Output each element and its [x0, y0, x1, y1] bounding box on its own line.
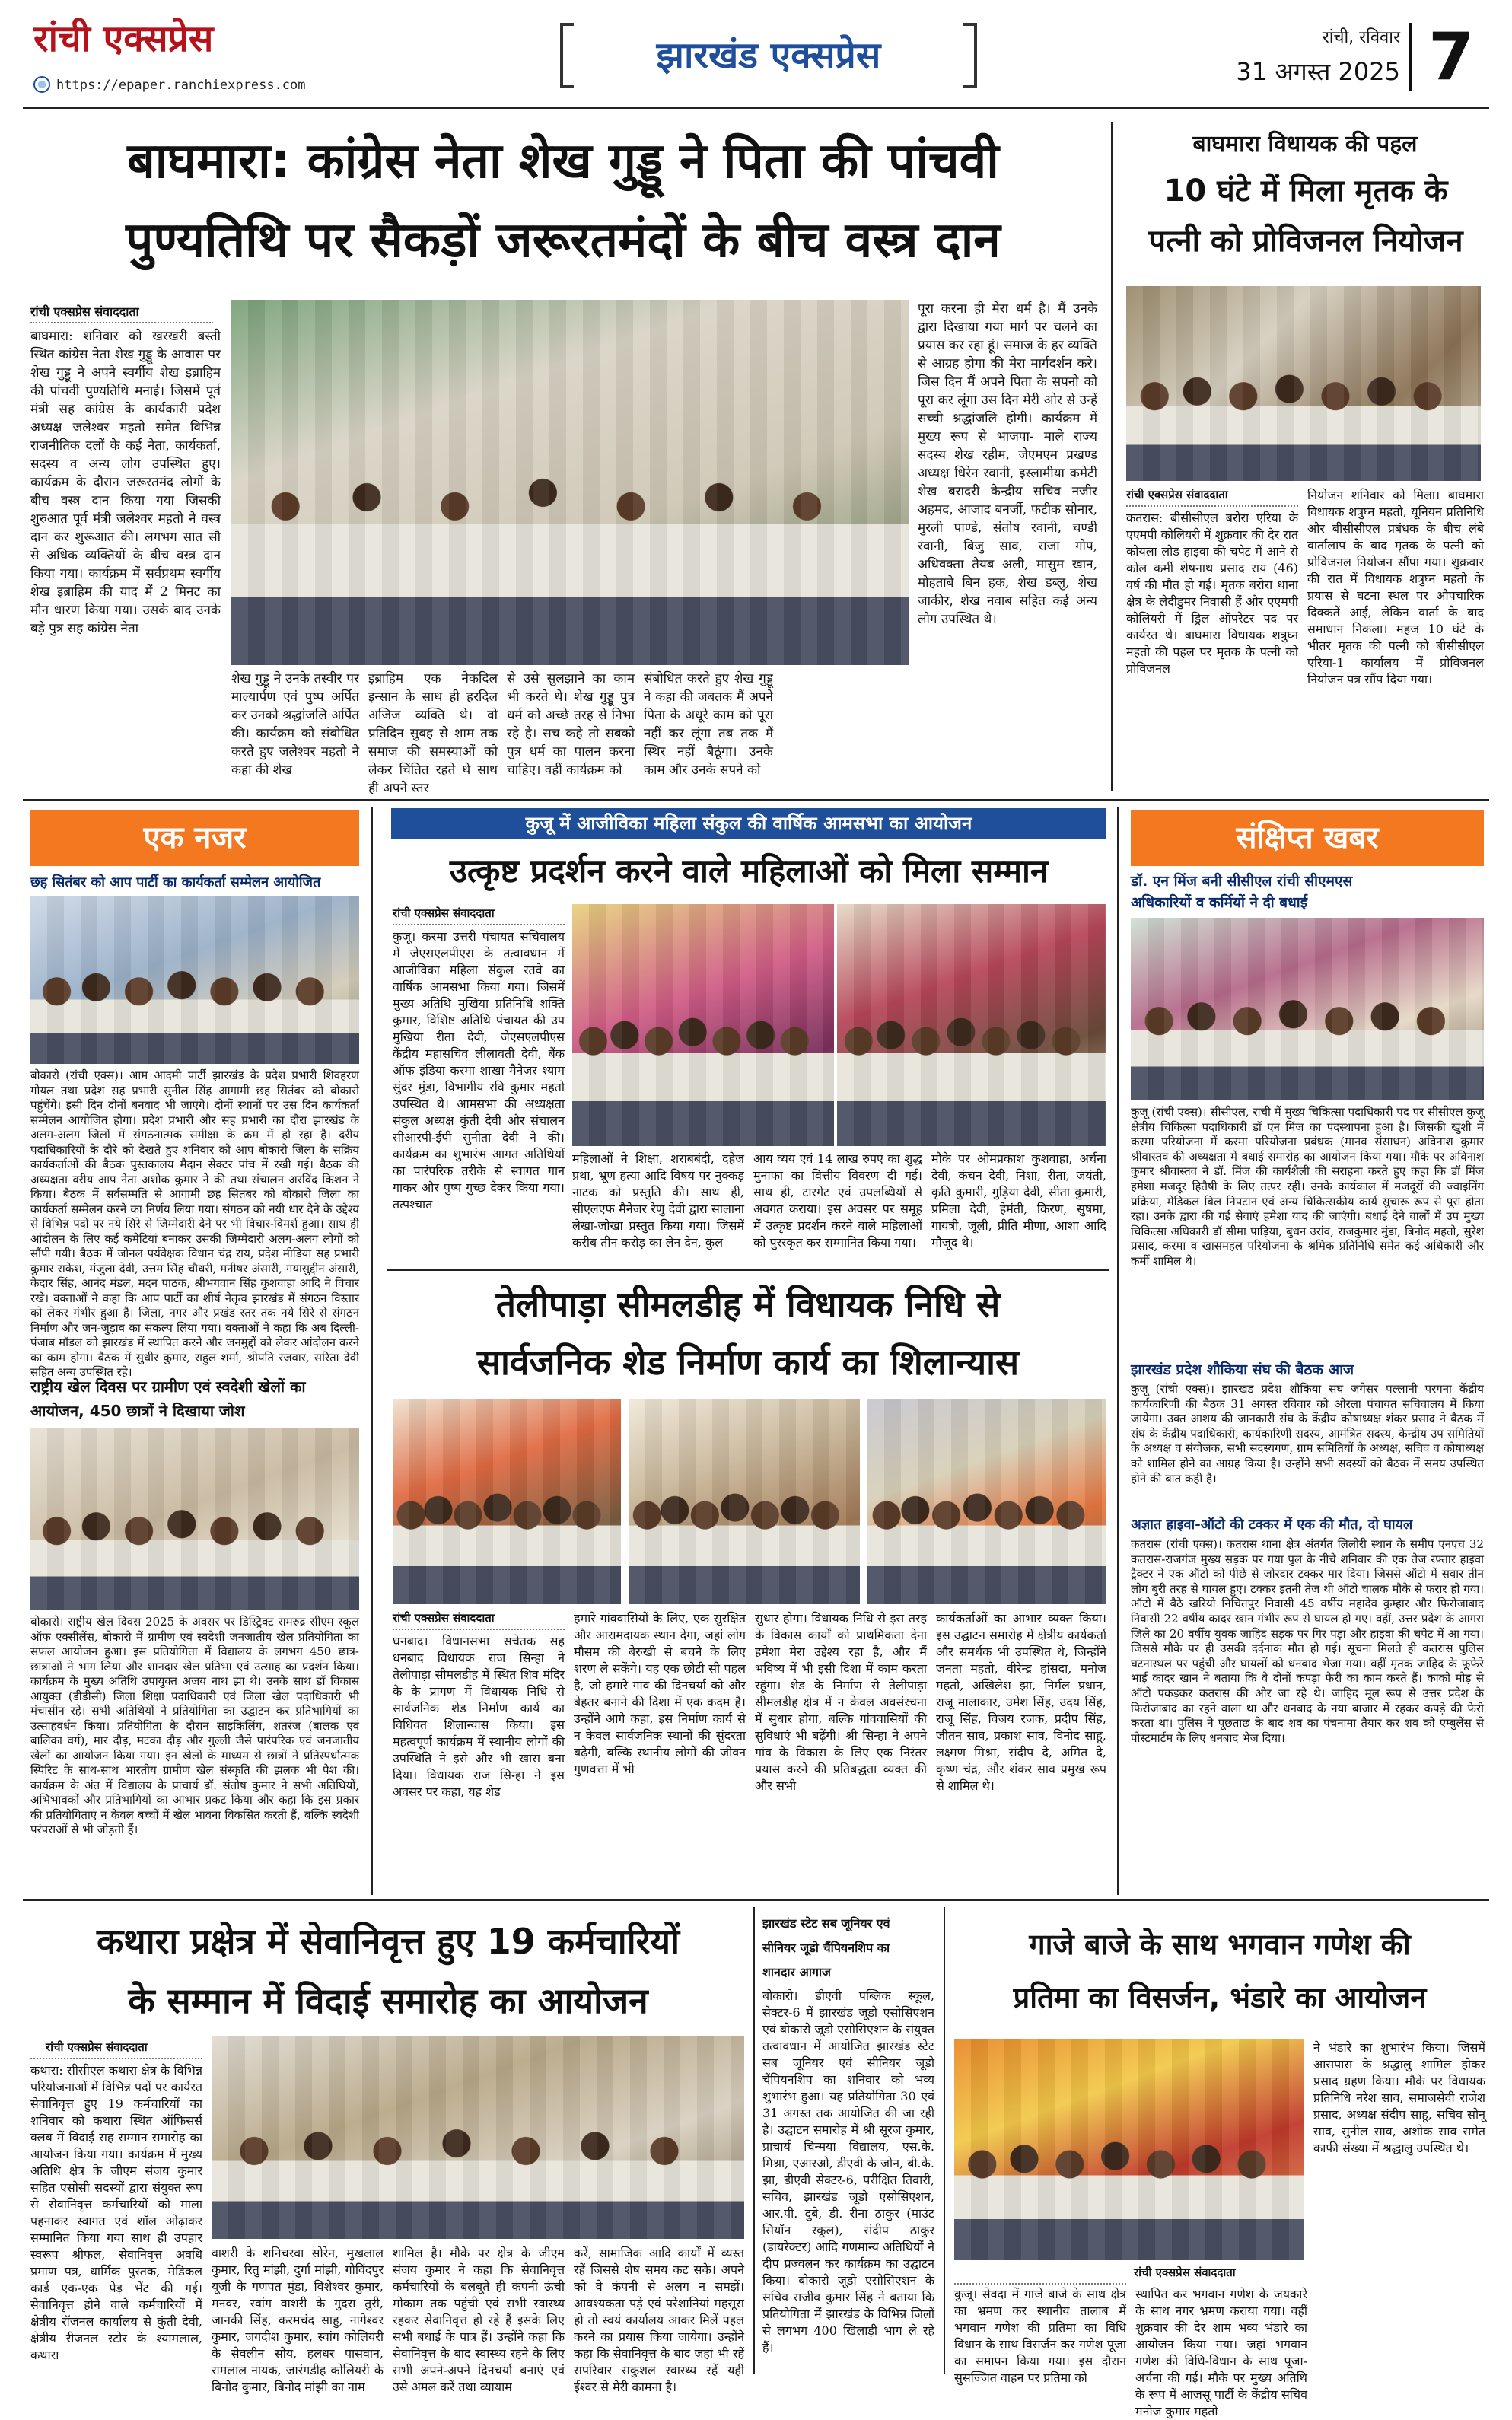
story6-headline-line1: झारखंड स्टेट सब जूनियर एवं: [762, 1916, 890, 1931]
story5-headline-line1: कथारा प्रक्षेत्र में सेवानिवृत्त हुए 19 कर्मचारियों: [96, 1921, 680, 1962]
story3-headline: उत्कृष्ट प्रदर्शन करने वाले महिलाओं को मिला सम्मान: [449, 852, 1049, 890]
sankshipt-h1-line2: अधिकारियों व कर्मियों ने दी बधाई: [1131, 894, 1308, 911]
sankshipt-p1: कुजू (रांची एक्स)। सीसीएल, रांची में मुख्य चिकित्सा पदाधिकारी पद पर सीसीएल कुजू क्षेत्रीय चिकित्सा पदाधिकारी डॉ एन मिंज का पदस्थापना हुआ है। जिसकी खुशी में करमा परियोजना में करमा परियोजना प्रबंधक (मानव संसाधन) अविनाश कुमार श्रीवास्तव की अध्यक्षता में बधाई समारोह का आयोजन किया गया। मौके पर अविनाश कुमार श्रीवास्तव ने डॉ. मिंज की कार्यशैली की सराहना करते हुए कहा कि डॉ मिंज हमेशा मजदूर हितैषी के लिए तत्पर रहीं। उनके कार्यकाल में मजदूरों की ज्वाइनिंग प्रक्रिया, मेडिकल बिल निपटान एवं अन्य चिकित्सकीय कार्य सुचारू रूप से पूरा होता रहा। उनके द्वारा की गई सेवाएं हमेशा याद की जाएंगी। बधाई देने वालों में उप मुख्य चिकित्सा अधिकारी डॉ सीमा पाड़िया, बुधन उरांव, राजकुमार मुंडा, बिनोद महतो, सुरेश प्रसाद, करमा व खासमहल परियोजना के श्रमिक प्रतिनिधि समेत कई अधिकारी और कर्मी शामिल थे।: [1131, 1105, 1484, 1268]
ek-nazar-h2-line1: राष्ट्रीय खेल दिवस पर ग्रामीण एवं स्वदेशी खेलों का: [30, 1377, 306, 1396]
ek-nazar-photo2: [30, 1428, 359, 1610]
story2-col1: कतरास: बीसीसीएल बरोरा एरिया के एएमपी कोलियरी में शुक्रवार की देर रात कोयला लोड हाइवा की चपेट में आने से कोल कर्मी शेषनाथ प्रसाद राय (46) वर्ष की मौत हो गई। मृतक बरोरा थाना क्षेत्र के लेदीडुमर निवासी हैं और एएमपी कोलियरी में ड्रिल ऑपरेटर पद पर कार्यरत थे। बाघमारा विधायक शत्रुघ्न महतो की पहल पर मृतक के पत्नी को प्रोविजनल: [1126, 511, 1299, 676]
story5-col2: वाशरी के शनिचरवा सोरेन, मुखलाल कुमार, रितु मांझी, दुर्गा मांझी, गोविंदपुर यूजी के गणपत मुंडा, विशेश्वर कुमार, मनवर, स्वांग वाशरी के गुदरा तुरी, जानकी सिंह, करमचंद साहु, नागेश्वर कुमार, जगदीश कुमार, स्वांग कोलियरी के सेवलीन सोय, हलधर पासवान, रामलाल नायक, जारंगडीह कोलियरी के बिनोद कुमार, बिनोद मांझी का नाम: [212, 2246, 384, 2394]
story6-headline: [762, 1912, 934, 1985]
story5-headline: [30, 1912, 746, 2033]
story6-headline-line2: सीनियर जूडो चैंपियनशिप का: [762, 1941, 890, 1955]
story1-headline: [30, 122, 1096, 289]
sankshipt-p3: कतरास (रांची एक्स)। कतरास थाना क्षेत्र अंतर्गत लिलोरी स्थान के समीप एनएच 32 कतरास-राजगंज मुख्य सड़क पर गया पुल के नीचे शनिवार की एक तेज रफ्तार हाइवा ट्रैक्टर ने एक ऑटो को पीछे से जोरदार टक्कर मार दिया। जिससे ऑटो में सवार तीन लोग बुरी तरह से घायल हुए। टक्कर इतनी तेज थी ऑटो चालक मौके से फरार हो गया। ऑटो में बैठे खरियो निचितपुर निवासी 45 वर्षीय महादेव कुम्हार और फिरोजाबाद निवासी 22 वर्षीय कादर खान गंभीर रूप से घायल हो गए। वहीं, उत्तर प्रदेश के आगरा जिले का 20 वर्षीय युवक जाहिद सड़क पर गिर पड़ा और हाइवा की चपेट में आ गया। जिससे मौके पर ही उसकी दर्दनाक मौत हो गई। सूचना मिलते ही कतरास पुलिस घटनास्थल पर पहुंची और घायलों को धनबाद भेजा गया। वहीं मृतक जाहिद के फूफेरे भाई कादर खान ने बताया कि वे दोनों कपड़ा फेरी का काम करते हैं। काको मोड़ से ऑटो पकड़कर कतरास की ओर जा रहे थे। जाहिद मूल रूप से उत्तर प्रदेश के फिरोजाबाद का रहने वाला था और धनबाद के नया बाजार में रहकर कपड़े की फेरी करता था। पुलिस ने पूछताछ के बाद शव का पंचनामा तैयार कर शव को एम्बुलेंस से पोस्टमार्टम के लिए धनबाद भेज दिया।: [1131, 1537, 1484, 1745]
story3-col1: कुजू। करमा उत्तरी पंचायत सचिवालय में जेएसएलपीएस के तत्वावधान में आजीविका महिला संकुल रतवे का वार्षिक आमसभा किया गया। जिसमें मुख्य अतिथि मुखिया प्रतिनिधि शक्ति कुमार, विशिष्ट अतिथि पंचायत की उप मुखिया रीता देवी, जेएसएलपीएस केंद्रीय महासचिव लीलावती देवी, बैंक ऑफ इंडिया करमा शाखा मैनेजर श्याम सुंदर मुंडा, विभागीय रवि कुमार महतो उपस्थित थे। आमसभा की अध्यक्षता संकुल अध्यक्ष कुंती देवी और संचालन सीआरपी-ईपी सुनीता देवी ने की। कार्यक्रम का शुभारंभ आगत अतिथियों का पारंपरिक तरीके से स्वागत गान गाकर और पुष्प गुच्छ देकर किया गया। तत्पश्चात: [393, 929, 565, 1212]
row1-rule: [23, 799, 1489, 801]
masthead-rule: [23, 107, 1489, 109]
story1-col1: बाघमारा: शनिवार को खरखरी बस्ती स्थित कांग्रेस नेता शेख गुड्डू के आवास पर शेख गुड्डू ने अपने स्वर्गीय शेख इब्राहिम की पांचवी पुण्यतिथि मनाई। जिसमें पूर्व मंत्री सह कांग्रेस के कार्यकारी प्रदेश अध्यक्ष जलेश्वर महतो समेत विभिन्न राजनीतिक दलों के कई नेता, कार्यकर्ता, सदस्य व अन्य लोग उपस्थित हुए। कार्यक्रम के दौरान जरूरतमंद लोगों के बीच वस्त्र दान किया गया जिसकी शुरुआत पूर्व मंत्री जलेश्वर महतो ने वस्त्र दान कर शुरूआत की। लगभग सात सौ से अधिक व्यक्तियों के बीच वस्त्र दान किया गया। कार्यक्रम में सर्वप्रथम स्वर्गीय शेख इब्राहिम की याद में 2 मिनट का मौन धारण किया गया। उसके बाद उनके बड़े पुत्र सह कांग्रेस नेता: [30, 329, 221, 636]
story5-byline-rule: [30, 2058, 202, 2059]
story1-col2: शेख गुड्डू ने उनके तस्वीर पर माल्यार्पण एवं पुष्प अर्पित कर उनको श्रद्धांजलि अर्पित की। कार्यक्रम को संबोधित करते हुए जलेश्वर महतो ने कहा की शेख: [231, 671, 359, 778]
story3-byline: रांची एक्सप्रेस संवाददाता: [393, 906, 495, 920]
sankshipt-h2: झारखंड प्रदेश शौकिया संघ की बैठक आज: [1131, 1361, 1354, 1378]
story1-byline-rule: [30, 322, 213, 323]
story3-col3: आय व्यय एवं 14 लाख रुपए का शुद्ध मुनाफा का वित्तीय विवरण दी गई। साथ ही, टारगेट एवं उपलब्धियों से अवगत कराया। इस अवसर पर समूह में उत्कृष्ट प्रदर्शन करने वाले महिलाओं को पुरस्कृत कर सम्मानित किया गया।: [753, 1151, 922, 1250]
story3-col4: मौके पर ओमप्रकाश कुशवाहा, अर्चना देवी, कंचन देवी, निशा, रीता, जयंती, कृति कुमारी, गुड़िया देवी, सीता कुमारी, प्रमिला देवी, हेमंती, किरण, सुषमा, गायत्री, जूली, प्रीति मीणा, आशा आदि मौजूद थे।: [931, 1151, 1106, 1250]
story1-col5: संबोधित करते हुए शेख गुड्डू ने कहा की जबतक मैं अपने पिता के अधूरे काम को पूरा नहीं कर लूंगा तब तक मैं स्थिर नहीं बैठूंगा। उनके काम और उनके सपने को: [644, 671, 773, 778]
story7-headline-line2: प्रतिमा का विसर्जन, भंडारे का आयोजन: [1013, 1981, 1427, 2014]
story4-byline-rule: [393, 1629, 565, 1630]
ek-nazar-p1: बोकारो (रांची एक्स)। आम आदमी पार्टी झारखंड के प्रदेश प्रभारी शिवहरण गोयल तथा प्रदेश सह प्रभारी सुनील सिंह आगामी छह सितंबर को बोकारो पहुंचेंगे। इसी दिन दोनों बनवाद भी जाएंगे। दोनों स्थानों पर उस दिन कार्यकर्ता सम्मेलन आयोजित होगा। प्रदेश प्रभारी और सह प्रभारी का दौरा झारखंड के अलग-अलग जिलों में संगठनात्मक समीक्षा के क्रम में हो रहा है। दरीय पदाधिकारियों के दौरे को देखते हुए शनिवार को आप बोकारो जिला के सक्रिय कार्यकर्ताओं की बैठक पुस्तकालय मैदान सेक्टर पांच में रखी गई। बैठक की अध्यक्षता वरीय आप नेता अशोक कुमार ने की तथा संचालन अरविंद किशन ने किया। बैठक में सर्वसम्मति से आगामी छह सितंबर को बोकारो जिला का कार्यकर्ता सम्मेलन करने का निर्णय लिया गया। संगठन को नयी धार देने के उद्देश्य से विभिन्न पदों पर नये सिरे से जिम्मेदारी देने पर भी विचार-विमर्श हुआ। साथ ही आंदोलन के लिए कई कमेटियां बनाकर उसकी जिम्मेदारी अलग-अलग लोगों को सौंपी गयी। बैठक में जोनल पर्यवेक्षक विधान चंद्र राय, प्रदेश मीडिया सह प्रभारी कुमार राकेश, मंजुला देवी, उत्तम सिंह चौधरी, मनीषर अंसारी, गयासुद्दीन अंसारी, केदार सिंह, आनंद मंडल, मदन पाठक, श्रीभगवान सिंह कुशवाहा आदि ने विचार रखे। वक्ताओं ने कहा कि आप पार्टी का शीर्ष नेतृत्व झारखंड में संगठन विस्तार को लेकर गंभीर हुआ है। जिला, नगर और प्रखंड स्तर तक नये सिरे से संगठन निर्माण और जन-जुड़ाव का संकल्प लिया गया। वक्ताओं ने कहा कि अब दिल्ली-पंजाब मॉडल को झारखंड में स्थापित करने और जनमुद्दों को लेकर आंदोलन करने का काम होगा। बैठक में सुधीर कुमार, राहुल शर्मा, श्रीपति रजवार, सरिता देवी सहित अन्य उपस्थित रहे।: [30, 1068, 359, 1379]
sankshipt-h1-line1: डॉ. एन मिंज बनी सीसीएल रांची सीएमएस: [1131, 873, 1353, 890]
story2-col2: नियोजन शनिवार को मिला। बाघमारा विधायक शत्रुघ्न महतो, यूनियन प्रतिनिधि और बीसीसीएल प्रबंधक के बीच लंबे वार्तालाप के बाद मृतक के पत्नी को प्रोविजनल नियोजन सौंपा गया। शुक्रवार की रात में विधायक शत्रुघ्न महतो के प्रयास से घटना स्थल पर औपचारिक दिक्कतें आई, लेकिन वार्ता के बाद समाधान निकला। महज 10 घंटे के भीतर मृतक की पत्नी को बीसीसीएल एरिया-1 कार्यालय में प्रोविजनल नियोजन पत्र सौंप दिया गया।: [1307, 488, 1484, 686]
story4-col1: धनबाद। विधानसभा सचेतक सह धनबाद विधायक राज सिन्हा ने तेलीपाड़ा सीमलडीह में स्थित शिव मंदिर के के प्रांगण में विधायक निधि से सार्वजनिक शेड निर्माण कार्य का विधिवत शिलान्यास किया। इस महत्वपूर्ण कार्यक्रम में स्थानीय लोगों की उपस्थिति ने इसे और भी खास बना दिया। विधायक राज सिन्हा ने इस अवसर पर कहा, यह शेड: [393, 1634, 565, 1799]
story2-kicker: बाघमारा विधायक की पहल: [1192, 131, 1418, 158]
story7-headline: [951, 1918, 1488, 2032]
story4-headline-line2: सार्वजनिक शेड निर्माण कार्य का शिलान्यास: [476, 1342, 1020, 1383]
bracket-left: [560, 23, 574, 88]
story2-vrule: [1111, 122, 1113, 791]
city-day: रांची, रविवार: [1322, 28, 1400, 47]
story3-kicker: कुजू में आजीविका महिला संकुल की वार्षिक आमसभा का आयोजन: [391, 808, 1106, 839]
story4-byline: रांची एक्सप्रेस संवाददाता: [393, 1611, 495, 1625]
sankshipt-banner: संक्षिप्त खबर: [1131, 810, 1484, 866]
masthead-logo: रांची एक्सप्रेस: [33, 18, 214, 60]
story6-vrule: [944, 1907, 945, 2374]
story1-col3: इब्राहिम एक नेकदिल इन्सान के साथ ही हरदिल अजिज व्यक्ति थे। वो प्रतिदिन सुबह से शाम तक समाज की समस्याओं को लेकर चिंतित रहते थे साथ ही अपने स्तर: [368, 671, 498, 796]
ek-nazar-h1: छह सितंबर को आप पार्टी का कार्यकर्ता सम्मेलन आयोजित: [30, 874, 321, 890]
globe-icon: [33, 76, 50, 93]
story4-headline-line1: तेलीपाड़ा सीमलडीह में विधायक निधि से: [495, 1284, 1001, 1325]
ek-nazar-h2: [30, 1374, 359, 1423]
story2-photo: [1126, 286, 1481, 481]
story7-col1: कुजू। सेवदा में गाजे बाजे के साथ क्षेत्र का भ्रमण कर स्थानीय तालाब में भगवान गणेश की प्रतिमा का विधि विधान के साथ विसर्जन कर गणेश पूजा का समापन किया गया। इस दौरान सुसज्जित वाहन पर प्रतिमा को: [954, 2287, 1126, 2385]
story4-headline: [387, 1275, 1109, 1394]
sankshipt-photo: [1131, 918, 1484, 1100]
story7-photo: [954, 2039, 1304, 2260]
story3-photo1: [572, 904, 834, 1146]
story7-byline-rule: [954, 2283, 1126, 2285]
story4-photo3: [867, 1399, 1106, 1604]
row2-rule: [23, 1899, 1489, 1901]
story4-photo1: [393, 1399, 621, 1604]
story2-headline: [1123, 166, 1488, 280]
ek-nazar-banner: एक नजर: [30, 810, 359, 866]
story3-photo2: [837, 904, 1106, 1146]
section-title: झारखंड एक्सप्रेस: [656, 34, 881, 77]
story5-vrule: [753, 1907, 755, 2374]
sankshipt-h3: अज्ञात हाइवा-ऑटो की टक्कर में एक की मौत, दो घायल: [1131, 1517, 1413, 1533]
ek-nazar-photo1: [30, 896, 359, 1064]
ek-nazar-vrule: [371, 807, 373, 1895]
story7-byline: रांची एक्सप्रेस संवाददाता: [1134, 2266, 1236, 2279]
story4-col3: सुधार होगा। विधायक निधि से इस तरह के विकास कार्यों को प्राथमिकता देना हमेशा मेरा उद्देश्य रहा है, और मैं भविष्य में भी इसी दिशा में काम करता रहूंगा। शेड के निर्माण से तेलीपाड़ा सीमलडीह क्षेत्र में न केवल अवसंरचना में सुधार होगा, बल्कि गांववासियों की सुविधाएं भी बढ़ेंगी। श्री सिन्हा ने अपने गांव के विकास के लिए एक निरंतर प्रयास करने की प्रतिबद्धता व्यक्त की और सभी: [755, 1611, 927, 1793]
story5-col1: कथारा: सीसीएल कथारा क्षेत्र के विभिन्न परियोजनाओं में विभिन्न पदों पर कार्यरत सेवानिवृत्त हुए 19 कर्मचारियों का शनिवार को कथारा स्थित ऑफिसर्स क्लब में विदाई सह सम्मान समारोह का आयोजन किया गया। कार्यक्रम में मुख्य अतिथि क्षेत्र के जीएम संजय कुमार सहित एसोसी सदस्यों द्वारा संयुक्त रूप से सेवानिवृत्त कर्मचारियों को माला पहनाकर स्वागत एवं शॉल ओढ़ाकर सम्मानित किया गया साथ ही उपहार स्वरूप श्रीफल, सेवानिवृत्त अवधि प्रमाण पत्र, धार्मिक पुस्तक, मेडिकल कार्ड एक-एक पेड़ भेंट की गई। सेवानिवृत्त होने वाले कर्मचारियों में क्षेत्रीय रॉजनल कार्यालय से कुंती देवी, क्षेत्रीय रीजनल स्टोर के श्यामलाल, कथारा: [30, 2063, 202, 2362]
story1-byline: रांची एक्सप्रेस संवाददाता: [30, 304, 139, 319]
story6-body: बोकारो। डीएवी पब्लिक स्कूल, सेक्टर-6 में झारखंड जूडो एसोसिएशन एवं बोकारो जूडो एसोसिएशन के संयुक्त तत्वावधान में आयोजित झारखंड स्टेट सब जूनियर एवं सीनियर जूडो चैंपियनशिप का शनिवार को भव्य शुभारंभ हुआ। यह प्रतियोगिता 30 एवं 31 अगस्त तक आयोजित की जा रही है। उद्घाटन समारोह में श्री सूरज कुमार, प्राचार्य चिन्मया विद्यालय, एस.के. मिश्रा, एआरओ, डीएवी के जोन, बी.के. झा, डीएवी सेक्टर-6, परीक्षित तिवारी, सचिव, झारखंड जूडो एसोसिएशन, आर.पी. दुबे, डी. रीना ठाकुर (माउंट सियॉन स्कूल), संदीप ठाकुर (डायरेक्टर) आदि गणमान्य अतिथियों ने दीप प्रज्वलन कर कार्यक्रम का उद्घाटन किया। बोकारो जूडो एसोसिएशन के सचिव राजीव कुमार सिंह ने बताया कि प्रतियोगिता में झारखंड के विभिन्न जिलों से लगभग 400 खिलाड़ी भाग ले रहे हैं।: [762, 1989, 934, 2355]
story1-col4: से उसे सुलझाने का काम भी करते थे। शेख गुड्डू पुत्र धर्म को अच्छे तरह से निभा रहे है। सच कहे तो सबको पुत्र धर्म का पालन करना चाहिए। वहीं कार्यक्रम को: [507, 671, 635, 778]
story1-col6: पूरा करना ही मेरा धर्म है। मैं उनके द्वारा दिखाया गया मार्ग पर चलने का प्रयास कर रहा हूं। समाज के हर व्यक्ति से आग्रह होगा की मेरा मार्गदर्शन करे। जिस दिन मैं अपने पिता के सपनो को पूरा कर लूंगा उस दिन मेरी ओर से उन्हें सच्ची श्रद्धांजलि होगी। कार्यक्रम में मुख्य रूप से भाजपा- माले राज्य सदस्य शेख रहीम, जेएमएम प्रखण्ड अध्यक्ष धिरेन रवानी, इस्लामीया कमेटी शेख बरादरी केन्द्रीय सचिव नजीर अहमद, आजाद बनर्जी, फटीक सोनार, मुरली पाण्डे, संतोष रवानी, चण्डी रवानी, बिजु साव, राजा गोप, अधिवक्ता तैयब अली, मासुम खान, मोहताबे बिन हक, शेख डब्लु, शेख जाकीर, शेख नवाब सहित कई अन्य लोग उपस्थित थे।: [918, 301, 1097, 627]
story5-col3: शामिल है। मौके पर क्षेत्र के जीएम संजय कुमार ने कहा कि सेवानिवृत्त कर्मचारियों के बलबूते ही कंपनी ऊंची मोकाम तक पहुंची एवं सभी स्वास्थ्य रहकर सेवानिवृत्त हो रहे हैं इसके लिए सभी बधाई के पात्र हैं। उन्होंने कहा कि सेवानिवृत्त के बाद स्वास्थ्य रहने के लिए सभी अपने-अपने दिनचर्या बनाएं एवं उसे अमल करें तथा व्यायाम: [393, 2246, 565, 2394]
story1-headline-line1: बाघमारा: कांग्रेस नेता शेख गुड्डू ने पिता की पांचवी: [127, 133, 999, 189]
issue-date: 31 अगस्त 2025: [1236, 57, 1400, 86]
center-vrule: [1117, 807, 1119, 1895]
page-number: 7: [1428, 19, 1474, 95]
ek-nazar-p2: बोकारो। राष्ट्रीय खेल दिवस 2025 के अवसर पर डिस्ट्रिक्ट रामरुद्र सीएम स्कूल ऑफ एक्सीलेंस, बोकारो में ग्रामीण एवं स्वदेशी जनजातीय खेल प्रतियोगिता का सफल आयोजन हुआ। इस प्रतियोगिता में विद्यालय के लगभग 450 छात्र-छात्राओं ने भाग लिया और शानदार खेल प्रतिभा एवं उत्साह का प्रदर्शन किया। कार्यक्रम के मुख्य अतिथि उपायुक्त अजय नाथ झा थे। उनके साथ डॉ विकास आयुक्त (डीडीसी) जिला शिक्षा पदाधिकारी एवं जिला खेल पदाधिकारी भी मंचासीन रहे। सभी अतिथियों ने प्रतियोगिता का उद्घाटन कर प्रतिभागियों का उत्साहवर्धन किया। प्रतियोगिता के दौरान साइकिलिंग, शतरंज (बालक एवं बालिका वर्ग), मार दौड़, मटका दौड़ और गुल्ली जैसे पारंपरिक एवं जनजातीय खेलों का आयोजन किया गया। इन खेलों के माध्यम से छात्रों ने प्रतिस्पर्धात्मक स्पिरिट के साथ-साथ भारतीय ग्रामीण खेल संस्कृति की झलक भी पेश की। कार्यक्रम के अंत में विद्यालय के प्राचार्य डॉ. संतोष कुमार ने सभी अतिथियों, अभिभावकों और प्रतिभागियों का आभार प्रकट किया और कहा कि इस प्रकार की प्रतियोगिताएं न केवल बच्चों में खेल भावना विकसित करती हैं, बल्कि स्वदेशी परंपराओं से भी जोड़ती हैं।: [30, 1615, 359, 1836]
sankshipt-h1: [1131, 871, 1484, 913]
epaper-url[interactable]: https://epaper.ranchiexpress.com: [56, 78, 306, 93]
story7-col3: ने भंडारे का शुभारंभ किया। जिसमें आसपास के श्रद्धालु शामिल होकर प्रसाद ग्रहण किया। मौके पर विधायक प्रतिनिधि नरेश साव, समाजसेवी राजेश प्रसाद, अध्यक्ष संदीप साहू, सचिव सोनू साव, सुनील साव, अशोक साव समेत काफी संख्या में श्रद्धालु उपस्थित थे।: [1313, 2040, 1485, 2155]
story3-byline-rule: [393, 924, 565, 925]
story2-byline: रांची एक्सप्रेस संवाददाता: [1126, 488, 1228, 502]
ek-nazar-h2-line2: आयोजन, 450 छात्रों ने दिखाया जोश: [30, 1402, 245, 1420]
story6-headline-line3: शानदार आगाज: [762, 1965, 832, 1979]
story2-byline-rule: [1126, 505, 1298, 507]
bracket-right: [963, 23, 977, 88]
story2-headline-line2: पत्नी को प्रोविजनल नियोजन: [1148, 224, 1463, 259]
story3-col2: महिलाओं ने शिक्षा, शराबबंदी, दहेज प्रथा, भ्रूण हत्या आदि विषय पर नुक्कड़ नाटक को प्रस्तुति की। साथ ही, सीएलएफ मैनेजर रेणु देवी द्वारा सालाना लेखा-जोखा प्रस्तुत किया गया। जिसमें करीब तीन करोड़ का लेन देन, कुल: [572, 1151, 744, 1250]
story7-col2: स्थापित कर भगवान गणेश के जयकारे के साथ नगर भ्रमण कराया गया। वहीं शुक्रवार की देर शाम भव्य भंडारे का आयोजन किया गया। जहां भगवान गणेश की विधि-विधान के साथ पूजा-अर्चना की गई। मौके पर मुख्य अतिथि के रूप में आजसू पार्टी के केंद्रीय सचिव मनोज कुमार महतो: [1135, 2287, 1307, 2418]
story7-headline-line1: गाजे बाजे के साथ भगवान गणेश की: [1029, 1928, 1411, 1961]
story4-col4: कार्यकर्ताओं का आभार व्यक्त किया। इस उद्घाटन समारोह में क्षेत्रीय कार्यकर्ता और समर्थक भी उपस्थित थे, जिन्होंने जनता महतो, वीरेन्द्र हांसदा, मनोज महतो, अखिलेश झा, निर्मल प्रधान, राजू मालाकार, उमेश सिंह, उदय सिंह, राजू सिंह, विजय रजक, प्रदीप सिंह, जीतन साव, प्रकाश साव, विनोद साहू, लक्ष्मण मिश्रा, संदीप दे, अमित दे, कृष्ण चंद्र, और शंकर साव प्रमुख रूप से शामिल थे।: [936, 1611, 1106, 1793]
story5-byline: रांची एक्सप्रेस संवाददाता: [46, 2040, 148, 2054]
story3-bottom-rule: [387, 1269, 1109, 1271]
page-divider: [1409, 23, 1412, 91]
story4-photo2: [629, 1399, 860, 1604]
story5-photo: [212, 2036, 744, 2239]
story4-col2: हमारे गांववासियों के लिए, एक सुरक्षित और आरामदायक स्थान देगा, जहां लोग मौसम की बेरुखी से बचने के लिए शरण ले सकेंगे। यह एक छोटी सी पहल है, जो हमारे गांव की दिनचर्या को और बेहतर बनाने की दिशा में एक कदम है। उन्होंने आगे कहा, इस निर्माण कार्य से न केवल सार्वजनिक स्थानों की सुंदरता बढ़ेगी, बल्कि स्थानीय लोगों की जीवन गुणवत्ता में भी: [574, 1611, 746, 1776]
story5-headline-line2: के सम्मान में विदाई समारोह का आयोजन: [128, 1980, 648, 2021]
sankshipt-p2: कुजू (रांची एक्स)। झारखंड प्रदेश शौकिया संघ जगेसर पल्लानी परगना केंद्रीय कार्यकारिणी की बैठक 31 अगस्त रविवार को ओरला पंचायत सचिवालय में किया जायेगा। उक्त आशय की जानकारी संघ के केंद्रीय कोषाध्यक्ष शंकर प्रसाद ने बैठक में संघ के केंद्रीय पदाधिकारी, कार्यकारिणी सदस्य, आमंत्रित सदस्य, केन्द्रीय उप समितियों के अध्यक्ष व संयोजक, सभी सदस्यगण, ग्राम समितियों के अध्यक्ष, सचिव व कोषाध्यक्ष को शामिल होने का आग्रह किया है। उन्होंने सभी सदस्यों को बैठक में समय उपस्थित होने की बात कही है।: [1131, 1382, 1484, 1485]
story5-col4: करें, सामाजिक आदि कार्यों में व्यस्त रहें जिससे शेष समय कट सके। अपने को वे कंपनी से अलग न समझें। आवश्यकता पड़े एवं परेशानियां महसूस हो तो स्वयं कार्यालय आकर मिलें पहल करने का प्रयास किया जायेगा। उन्होंने कहा कि सेवानिवृत्त के बाद जहां भी रहें सपरिवार सकुशल स्वास्थ्य रहें यही ईश्वर से मेरी कामना है।: [574, 2246, 744, 2394]
masthead: [0, 0, 1512, 107]
story2-headline-line1: 10 घंटे में मिला मृतक के: [1163, 174, 1448, 209]
story1-photo: [231, 300, 909, 665]
story1-headline-line2: पुण्यतिथि पर सैकड़ों जरूरतमंदों के बीच वस्त्र दान: [126, 212, 1001, 269]
